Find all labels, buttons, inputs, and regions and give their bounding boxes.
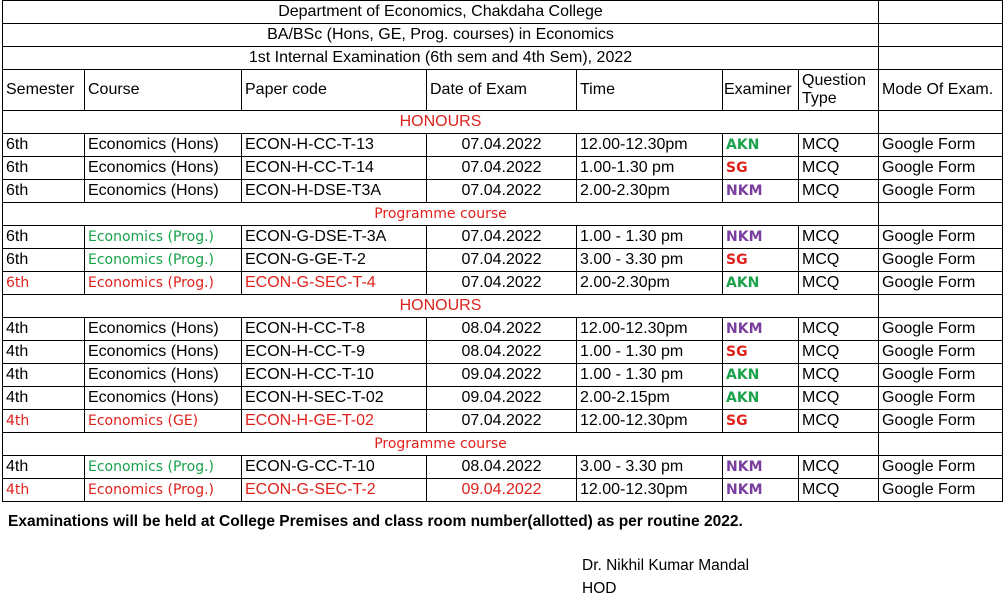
cell-question-type: MCQ <box>799 134 879 157</box>
cell-paper-code: ECON-G-CC-T-10 <box>242 456 427 479</box>
cell-time: 2.00-2.30pm <box>577 180 723 203</box>
section-empty-cell <box>879 295 1003 318</box>
cell-paper-code: ECON-G-SEC-T-2 <box>242 479 427 502</box>
table-row <box>3 226 1003 249</box>
cell-paper-code: ECON-H-CC-T-10 <box>242 364 427 387</box>
section-empty-cell <box>879 111 1003 134</box>
cell-time: 3.00 - 3.30 pm <box>577 456 723 479</box>
cell-question-type: MCQ <box>799 157 879 180</box>
exam-schedule-table <box>2 0 1003 502</box>
cell-paper-code: ECON-G-SEC-T-4 <box>242 272 427 295</box>
cell-semester: 4th <box>3 341 85 364</box>
cell-course: Economics (Hons) <box>85 387 242 410</box>
cell-semester: 4th <box>3 387 85 410</box>
cell-date: 09.04.2022 <box>427 387 577 410</box>
cell-mode: Google Form <box>879 410 1003 433</box>
cell-time: 12.00-12.30pm <box>577 479 723 502</box>
cell-mode: Google Form <box>879 249 1003 272</box>
table-row <box>3 134 1003 157</box>
cell-paper-code: ECON-H-DSE-T3A <box>242 180 427 203</box>
cell-date: 09.04.2022 <box>427 479 577 502</box>
signature-title: HOD <box>582 580 617 597</box>
section-row <box>3 203 1003 226</box>
title-department: Department of Economics, Chakdaha College <box>3 1 879 24</box>
cell-mode: Google Form <box>879 180 1003 203</box>
cell-time: 2.00-2.30pm <box>577 272 723 295</box>
cell-date: 08.04.2022 <box>427 318 577 341</box>
cell-time: 1.00-1.30 pm <box>577 157 723 180</box>
header-row <box>3 70 1003 111</box>
cell-semester: 6th <box>3 180 85 203</box>
cell-time: 1.00 - 1.30 pm <box>577 226 723 249</box>
cell-date: 07.04.2022 <box>427 157 577 180</box>
cell-question-type: MCQ <box>799 387 879 410</box>
cell-semester: 4th <box>3 410 85 433</box>
cell-time: 12.00-12.30pm <box>577 410 723 433</box>
table-row <box>3 249 1003 272</box>
cell-date: 08.04.2022 <box>427 341 577 364</box>
section-label: HONOURS <box>3 111 879 134</box>
cell-mode: Google Form <box>879 157 1003 180</box>
cell-semester: 4th <box>3 456 85 479</box>
table-row <box>3 180 1003 203</box>
cell-course: Economics (Prog.) <box>85 456 242 479</box>
table-row <box>3 272 1003 295</box>
cell-course: Economics (GE) <box>85 410 242 433</box>
footer-note: Examinations will be held at College Premises and class room number(allotted) as per routine 2022. <box>8 513 743 530</box>
cell-date: 07.04.2022 <box>427 272 577 295</box>
signature-name: Dr. Nikhil Kumar Mandal <box>582 557 750 574</box>
cell-mode: Google Form <box>879 341 1003 364</box>
cell-examiner: AKN <box>723 364 799 387</box>
cell-question-type: MCQ <box>799 272 879 295</box>
cell-paper-code: ECON-G-DSE-T-3A <box>242 226 427 249</box>
title-courses: BA/BSc (Hons, GE, Prog. courses) in Economics <box>3 24 879 47</box>
header-mode: Mode Of Exam. <box>879 70 1003 111</box>
header-question-type: Question Type <box>799 70 879 111</box>
cell-mode: Google Form <box>879 364 1003 387</box>
table-row <box>3 410 1003 433</box>
cell-semester: 4th <box>3 318 85 341</box>
cell-examiner: NKM <box>723 318 799 341</box>
cell-semester: 6th <box>3 226 85 249</box>
cell-semester: 6th <box>3 272 85 295</box>
cell-semester: 6th <box>3 157 85 180</box>
section-row <box>3 111 1003 134</box>
cell-date: 07.04.2022 <box>427 134 577 157</box>
table-row <box>3 456 1003 479</box>
cell-time: 12.00-12.30pm <box>577 134 723 157</box>
cell-course: Economics (Hons) <box>85 318 242 341</box>
section-row <box>3 433 1003 456</box>
table-row <box>3 341 1003 364</box>
cell-course: Economics (Hons) <box>85 341 242 364</box>
cell-mode: Google Form <box>879 318 1003 341</box>
cell-examiner: NKM <box>723 456 799 479</box>
cell-date: 07.04.2022 <box>427 226 577 249</box>
cell-semester: 6th <box>3 134 85 157</box>
cell-course: Economics (Hons) <box>85 134 242 157</box>
cell-date: 07.04.2022 <box>427 249 577 272</box>
section-row <box>3 295 1003 318</box>
header-examiner: Examiner <box>723 70 799 111</box>
cell-mode: Google Form <box>879 134 1003 157</box>
cell-examiner: AKN <box>723 272 799 295</box>
cell-mode: Google Form <box>879 479 1003 502</box>
header-date: Date of Exam <box>427 70 577 111</box>
title-examination: 1st Internal Examination (6th sem and 4th Sem), 2022 <box>3 47 879 70</box>
cell-question-type: MCQ <box>799 364 879 387</box>
cell-mode: Google Form <box>879 387 1003 410</box>
header-semester: Semester <box>3 70 85 111</box>
cell-examiner: NKM <box>723 479 799 502</box>
table-row <box>3 479 1003 502</box>
table-row <box>3 318 1003 341</box>
section-label: Programme course <box>3 203 879 226</box>
cell-paper-code: ECON-H-CC-T-14 <box>242 157 427 180</box>
cell-examiner: SG <box>723 341 799 364</box>
cell-date: 07.04.2022 <box>427 410 577 433</box>
cell-question-type: MCQ <box>799 180 879 203</box>
header-paper-code: Paper code <box>242 70 427 111</box>
cell-question-type: MCQ <box>799 249 879 272</box>
cell-question-type: MCQ <box>799 318 879 341</box>
header-time: Time <box>577 70 723 111</box>
section-label: Programme course <box>3 433 879 456</box>
cell-course: Economics (Hons) <box>85 180 242 203</box>
cell-semester: 6th <box>3 249 85 272</box>
cell-course: Economics (Hons) <box>85 364 242 387</box>
cell-course: Economics (Prog.) <box>85 249 242 272</box>
cell-question-type: MCQ <box>799 456 879 479</box>
cell-time: 2.00-2.15pm <box>577 387 723 410</box>
cell-time: 1.00 - 1.30 pm <box>577 341 723 364</box>
cell-question-type: MCQ <box>799 479 879 502</box>
cell-examiner: NKM <box>723 180 799 203</box>
cell-examiner: SG <box>723 410 799 433</box>
header-course: Course <box>85 70 242 111</box>
cell-question-type: MCQ <box>799 410 879 433</box>
cell-time: 1.00 - 1.30 pm <box>577 364 723 387</box>
cell-paper-code: ECON-H-CC-T-9 <box>242 341 427 364</box>
table-row <box>3 387 1003 410</box>
cell-course: Economics (Prog.) <box>85 226 242 249</box>
section-label: HONOURS <box>3 295 879 318</box>
cell-mode: Google Form <box>879 272 1003 295</box>
cell-date: 09.04.2022 <box>427 364 577 387</box>
cell-examiner: AKN <box>723 387 799 410</box>
section-empty-cell <box>879 433 1003 456</box>
cell-course: Economics (Hons) <box>85 157 242 180</box>
cell-paper-code: ECON-H-CC-T-13 <box>242 134 427 157</box>
cell-course: Economics (Prog.) <box>85 272 242 295</box>
cell-course: Economics (Prog.) <box>85 479 242 502</box>
cell-mode: Google Form <box>879 226 1003 249</box>
cell-time: 3.00 - 3.30 pm <box>577 249 723 272</box>
cell-question-type: MCQ <box>799 341 879 364</box>
table-row <box>3 157 1003 180</box>
cell-paper-code: ECON-H-GE-T-02 <box>242 410 427 433</box>
cell-paper-code: ECON-G-GE-T-2 <box>242 249 427 272</box>
cell-time: 12.00-12.30pm <box>577 318 723 341</box>
cell-examiner: SG <box>723 249 799 272</box>
cell-semester: 4th <box>3 479 85 502</box>
cell-examiner: AKN <box>723 134 799 157</box>
table-row <box>3 364 1003 387</box>
cell-date: 07.04.2022 <box>427 180 577 203</box>
section-empty-cell <box>879 203 1003 226</box>
cell-date: 08.04.2022 <box>427 456 577 479</box>
cell-mode: Google Form <box>879 456 1003 479</box>
cell-examiner: NKM <box>723 226 799 249</box>
cell-examiner: SG <box>723 157 799 180</box>
cell-question-type: MCQ <box>799 226 879 249</box>
cell-semester: 4th <box>3 364 85 387</box>
cell-paper-code: ECON-H-CC-T-8 <box>242 318 427 341</box>
cell-paper-code: ECON-H-SEC-T-02 <box>242 387 427 410</box>
